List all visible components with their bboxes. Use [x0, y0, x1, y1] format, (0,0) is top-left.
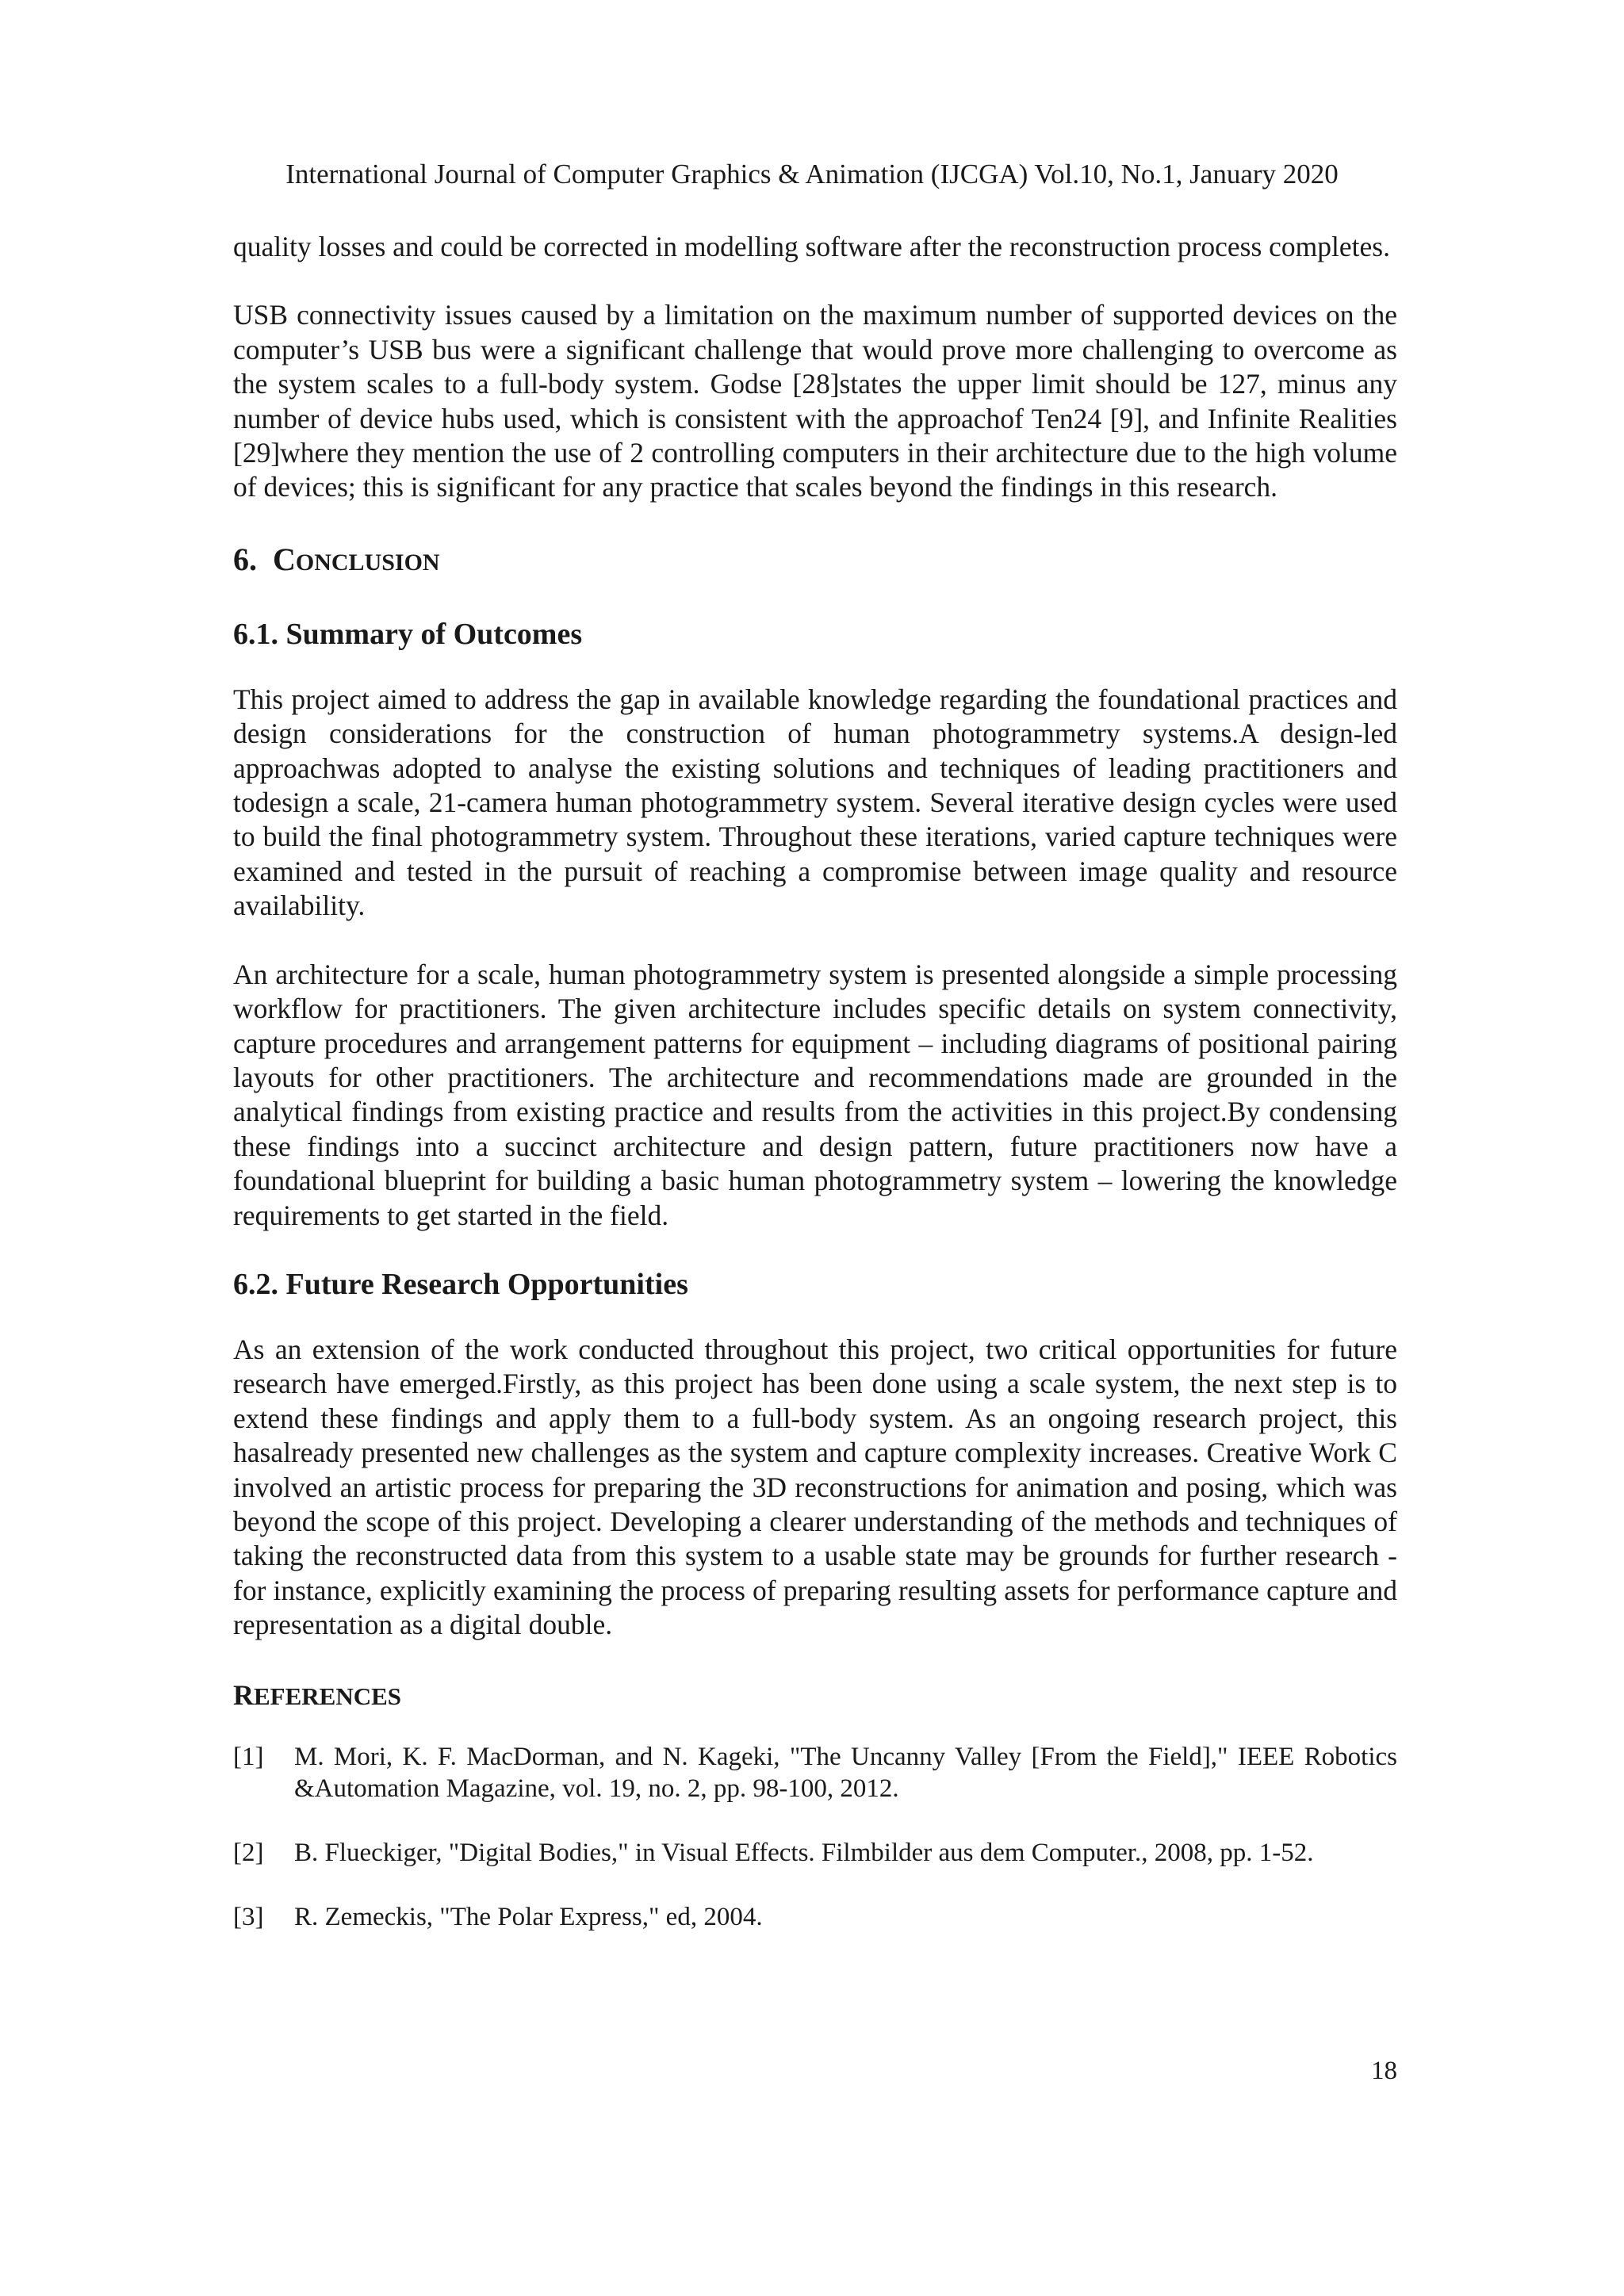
summary-paragraph-2: An architecture for a scale, human photogrammetry system is presented alongside a simple processing workflow for practitioners. The given architecture includes specific details on system connectivity, capture procedures and arrangement patterns for equipment – including diagrams of positional pairing layouts for other practitioners. The architecture and recommendations made are grounded in the analytical findings from existing practice and results from the activities in this project.By condensing these findings into a succinct architecture and design pattern, future practitioners now have a foundational blueprint for building a basic human photogrammetry system – lowering the knowledge requirements to get started in the field. [233, 958, 1397, 1231]
page-content [233, 230, 1397, 1965]
section-heading-conclusion [233, 540, 1397, 583]
usb-connectivity-paragraph: USB connectivity issues caused by a limitation on the maximum number of supported devices on the computer’s USB bus were a significant challenge that would prove more challenging to overcome as the system scales to a full-body system. Godse [28]states the upper limit should be 127, minus any number of device hubs used, which is consistent with the approachof Ten24 [9], and Infinite Realities [29]where they mention the use of 2 controlling computers in their architecture due to the high volume of devices; this is significant for any practice that scales beyond the findings in this research. [233, 299, 1397, 503]
reference-list [233, 1741, 1397, 1933]
reference-text: M. Mori, K. F. MacDorman, and N. Kageki, "The Uncanny Valley [From the Field]," IEEE Robotics &Automation Magazine, vol. 19, no. 2, pp. 98-100, 2012. [294, 1742, 1397, 1803]
section-title-initial: C [273, 541, 296, 577]
reference-item [233, 1901, 1397, 1933]
reference-number: [3] [233, 1902, 264, 1931]
running-header: International Journal of Computer Graphics & Animation (IJCGA) Vol.10, No.1, January 2020 [285, 159, 1339, 189]
reference-item [233, 1837, 1397, 1869]
continued-paragraph: quality losses and could be corrected in modelling software after the reconstruction process completes. [233, 231, 1390, 262]
reference-text: R. Zemeckis, "The Polar Express," ed, 2004. [294, 1902, 763, 1931]
reference-item [233, 1741, 1397, 1804]
section-title-rest: ONCLUSION [295, 549, 440, 576]
subsection-heading-future-research: 6.2. Future Research Opportunities [233, 1267, 688, 1301]
subsection-heading-summary: 6.1. Summary of Outcomes [233, 617, 583, 651]
references-heading-rest: EFERENCES [254, 1682, 402, 1710]
future-research-paragraph: As an extension of the work conducted throughout this project, two critical opportunities for future research have emerged.Firstly, as this project has been done using a scale system, the next step is to extend these findings and apply them to a full-body system. As an ongoing research project, this hasalready presented new challenges as the system and capture complexity increases. Creative Work C involved an artistic process for preparing the 3D reconstructions for animation and posing, which was beyond the scope of this project. Developing a clearer understanding of the methods and techniques of taking the reconstructed data from this system to a usable state may be grounds for further research -for instance, explicitly examining the process of preparing resulting assets for performance capture and representation as a digital double. [233, 1333, 1397, 1641]
reference-text: B. Flueckiger, "Digital Bodies," in Visual Effects. Filmbilder aus dem Computer., 2008, pp. 1-52. [294, 1838, 1314, 1867]
summary-paragraph-1: This project aimed to address the gap in available knowledge regarding the foundational practices and design considerations for the construction of human photogrammetry systems.A design-led approachwas adopted to analyse the existing solutions and techniques of leading practitioners and todesign a scale, 21-camera human photogrammetry system. Several iterative design cycles were used to build the final photogrammetry system. Throughout these iterations, varied capture techniques were examined and tested in the pursuit of reaching a compromise between image quality and resource availability. [233, 683, 1397, 922]
references-heading [233, 1679, 1397, 1712]
references-heading-initial: R [233, 1678, 254, 1711]
section-number: 6. [233, 541, 257, 577]
reference-number: [2] [233, 1838, 264, 1867]
reference-number: [1] [233, 1742, 264, 1771]
page-number: 18 [1371, 2057, 1397, 2085]
